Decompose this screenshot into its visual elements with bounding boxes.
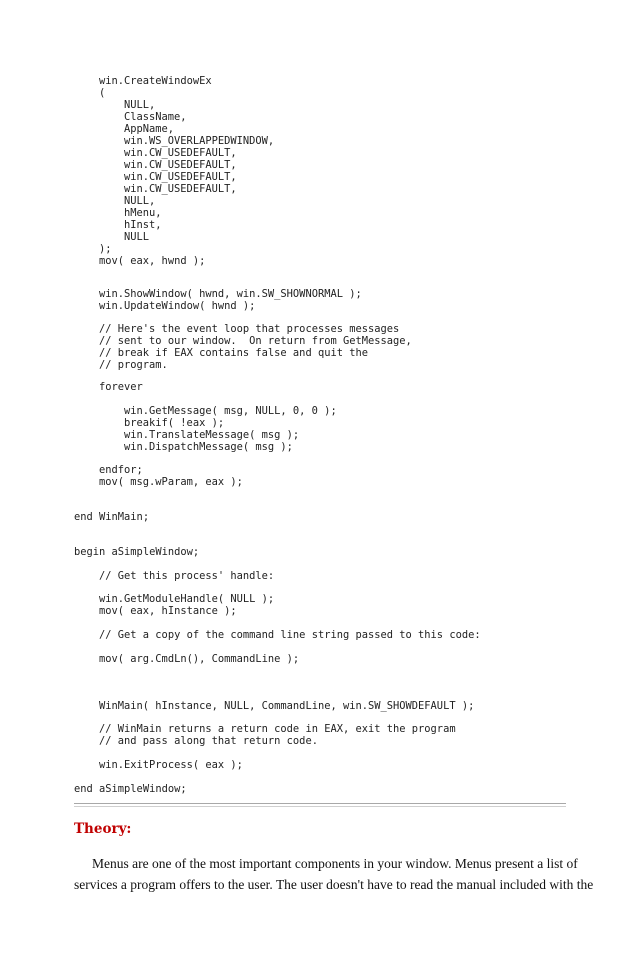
code-line: win.ExitProcess( eax ); (99, 759, 243, 771)
code-line: mov( eax, hwnd ); (99, 255, 206, 267)
code-line: endfor; (99, 464, 143, 476)
code-line: forever (99, 381, 143, 393)
code-line: ); (99, 243, 112, 255)
code-comment: // Get a copy of the command line string passed to this code: (99, 629, 481, 641)
code-line: win.GetModuleHandle( NULL ); (99, 593, 275, 605)
horizontal-rule (74, 803, 566, 807)
code-line: win.ShowWindow( hwnd, win.SW_SHOWNORMAL ); (99, 288, 362, 300)
code-line: begin aSimpleWindow; (74, 546, 200, 558)
code-line: win.CW_USEDEFAULT, (124, 147, 237, 159)
code-line: win.WS_OVERLAPPEDWINDOW, (124, 135, 275, 147)
paragraph-line: Menus are one of the most important components in your window. Menus present a list of (92, 856, 578, 871)
code-line: mov( arg.CmdLn(), CommandLine ); (99, 653, 300, 665)
code-comment: // and pass along that return code. (99, 735, 318, 747)
code-line: win.CreateWindowEx (99, 75, 212, 87)
code-line: WinMain( hInstance, NULL, CommandLine, win.SW_SHOWDEFAULT ); (99, 700, 475, 712)
code-line: NULL (124, 231, 150, 243)
code-line: win.GetMessage( msg, NULL, 0, 0 ); (124, 405, 337, 417)
code-line: win.CW_USEDEFAULT, (124, 183, 237, 195)
code-line: AppName, (124, 123, 175, 135)
code-line: breakif( !eax ); (124, 417, 225, 429)
code-line: NULL, (124, 99, 156, 111)
code-comment: // break if EAX contains false and quit the (99, 347, 368, 359)
section-heading: Theory: (74, 821, 132, 837)
code-line: win.DispatchMessage( msg ); (124, 441, 293, 453)
code-line: win.CW_USEDEFAULT, (124, 159, 237, 171)
code-comment: // WinMain returns a return code in EAX, exit the program (99, 723, 456, 735)
code-line: NULL, (124, 195, 156, 207)
code-line: end WinMain; (74, 511, 150, 523)
code-line: hInst, (124, 219, 162, 231)
code-line: win.UpdateWindow( hwnd ); (99, 300, 256, 312)
code-line: mov( msg.wParam, eax ); (99, 476, 243, 488)
code-comment: // sent to our window. On return from GetMessage, (99, 335, 412, 347)
code-line: win.CW_USEDEFAULT, (124, 171, 237, 183)
code-line: ClassName, (124, 111, 187, 123)
code-comment: // program. (99, 359, 168, 371)
code-line: end aSimpleWindow; (74, 783, 187, 795)
paragraph-line: services a program offers to the user. The user doesn't have to read the manual included with the (74, 877, 594, 892)
code-comment: // Get this process' handle: (99, 570, 275, 582)
code-comment: // Here's the event loop that processes messages (99, 323, 400, 335)
code-line: mov( eax, hInstance ); (99, 605, 237, 617)
code-line: ( (99, 87, 106, 99)
code-line: hMenu, (124, 207, 162, 219)
code-line: win.TranslateMessage( msg ); (124, 429, 300, 441)
